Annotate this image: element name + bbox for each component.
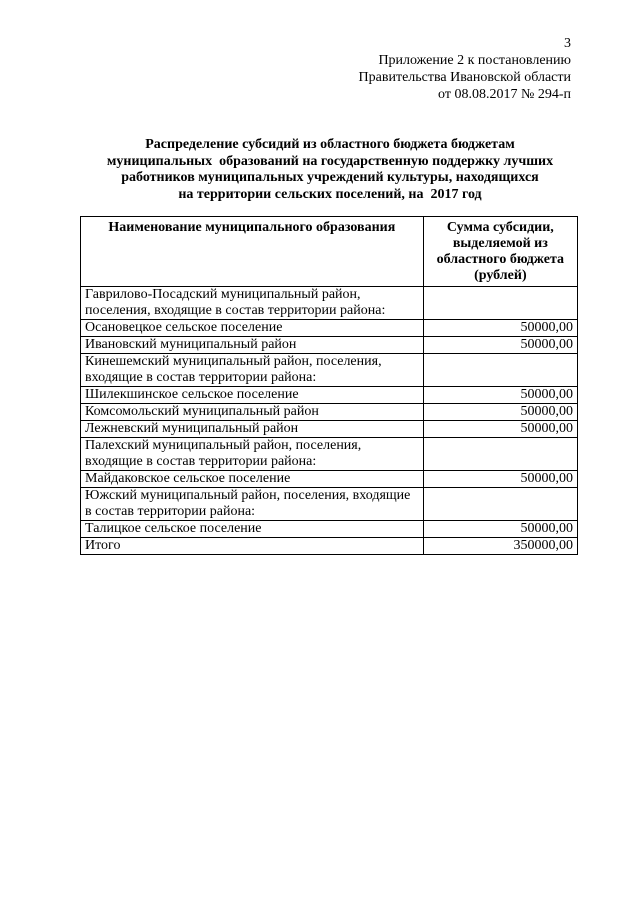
table-row [81, 471, 578, 488]
row-amount: 50000,00 [423, 337, 577, 354]
table-row [81, 521, 578, 538]
page-number: 3 [564, 36, 571, 51]
table-row [81, 387, 578, 404]
row-amount: 50000,00 [423, 320, 577, 337]
row-amount: 50000,00 [423, 471, 577, 488]
row-name: Гаврилово-Посадский муниципальный район, поселения, входящие в состав территории района: [81, 287, 424, 320]
annex-line-3: от 08.08.2017 № 294-п [438, 87, 571, 102]
total-amount: 350000,00 [423, 538, 577, 555]
table-row [81, 438, 578, 471]
row-name: Комсомольский муниципальный район [81, 404, 424, 421]
row-name: Майдаковское сельское поселение [81, 471, 424, 488]
table-row [81, 320, 578, 337]
annex-line-1: Приложение 2 к постановлению [378, 53, 571, 68]
subsidy-table [80, 216, 578, 555]
row-amount [423, 354, 577, 387]
table-header-row [81, 217, 578, 287]
total-label: Итого [81, 538, 424, 555]
table-body [81, 287, 578, 555]
annex-line-2: Правительства Ивановской области [358, 70, 571, 85]
row-name: Осановецкое сельское поселение [81, 320, 424, 337]
table-row [81, 287, 578, 320]
row-name: Ивановский муниципальный район [81, 337, 424, 354]
title-line-3: работников муниципальных учреждений культуры, находящихся [121, 170, 539, 185]
table-row [81, 404, 578, 421]
row-name: Шилекшинское сельское поселение [81, 387, 424, 404]
table-row [81, 337, 578, 354]
row-amount: 50000,00 [423, 404, 577, 421]
row-amount [423, 488, 577, 521]
row-name: Кинешемский муниципальный район, поселения, входящие в состав территории района: [81, 354, 424, 387]
row-amount: 50000,00 [423, 387, 577, 404]
annex-header [359, 52, 571, 103]
row-amount: 50000,00 [423, 521, 577, 538]
table-total-row [81, 538, 578, 555]
row-name: Южский муниципальный район, поселения, входящие в состав территории района: [81, 488, 424, 521]
table-row [81, 421, 578, 438]
row-amount: 50000,00 [423, 421, 577, 438]
table-row [81, 354, 578, 387]
row-name: Талицкое сельское поселение [81, 521, 424, 538]
title-line-1: Распределение субсидий из областного бюджета бюджетам [145, 137, 515, 152]
header-name: Наименование муниципального образования [81, 217, 424, 287]
header-amount: Сумма субсидии, выделяемой из областного бюджета (рублей) [423, 217, 577, 287]
title-line-4: на территории сельских поселений, на 2017 год [178, 186, 482, 202]
table-row [81, 488, 578, 521]
row-amount [423, 438, 577, 471]
document-title [80, 137, 580, 203]
row-amount [423, 287, 577, 320]
row-name: Палехский муниципальный район, поселения, входящие в состав территории района: [81, 438, 424, 471]
row-name: Лежневский муниципальный район [81, 421, 424, 438]
title-line-2: муниципальных образований на государственную поддержку лучших [106, 153, 554, 169]
